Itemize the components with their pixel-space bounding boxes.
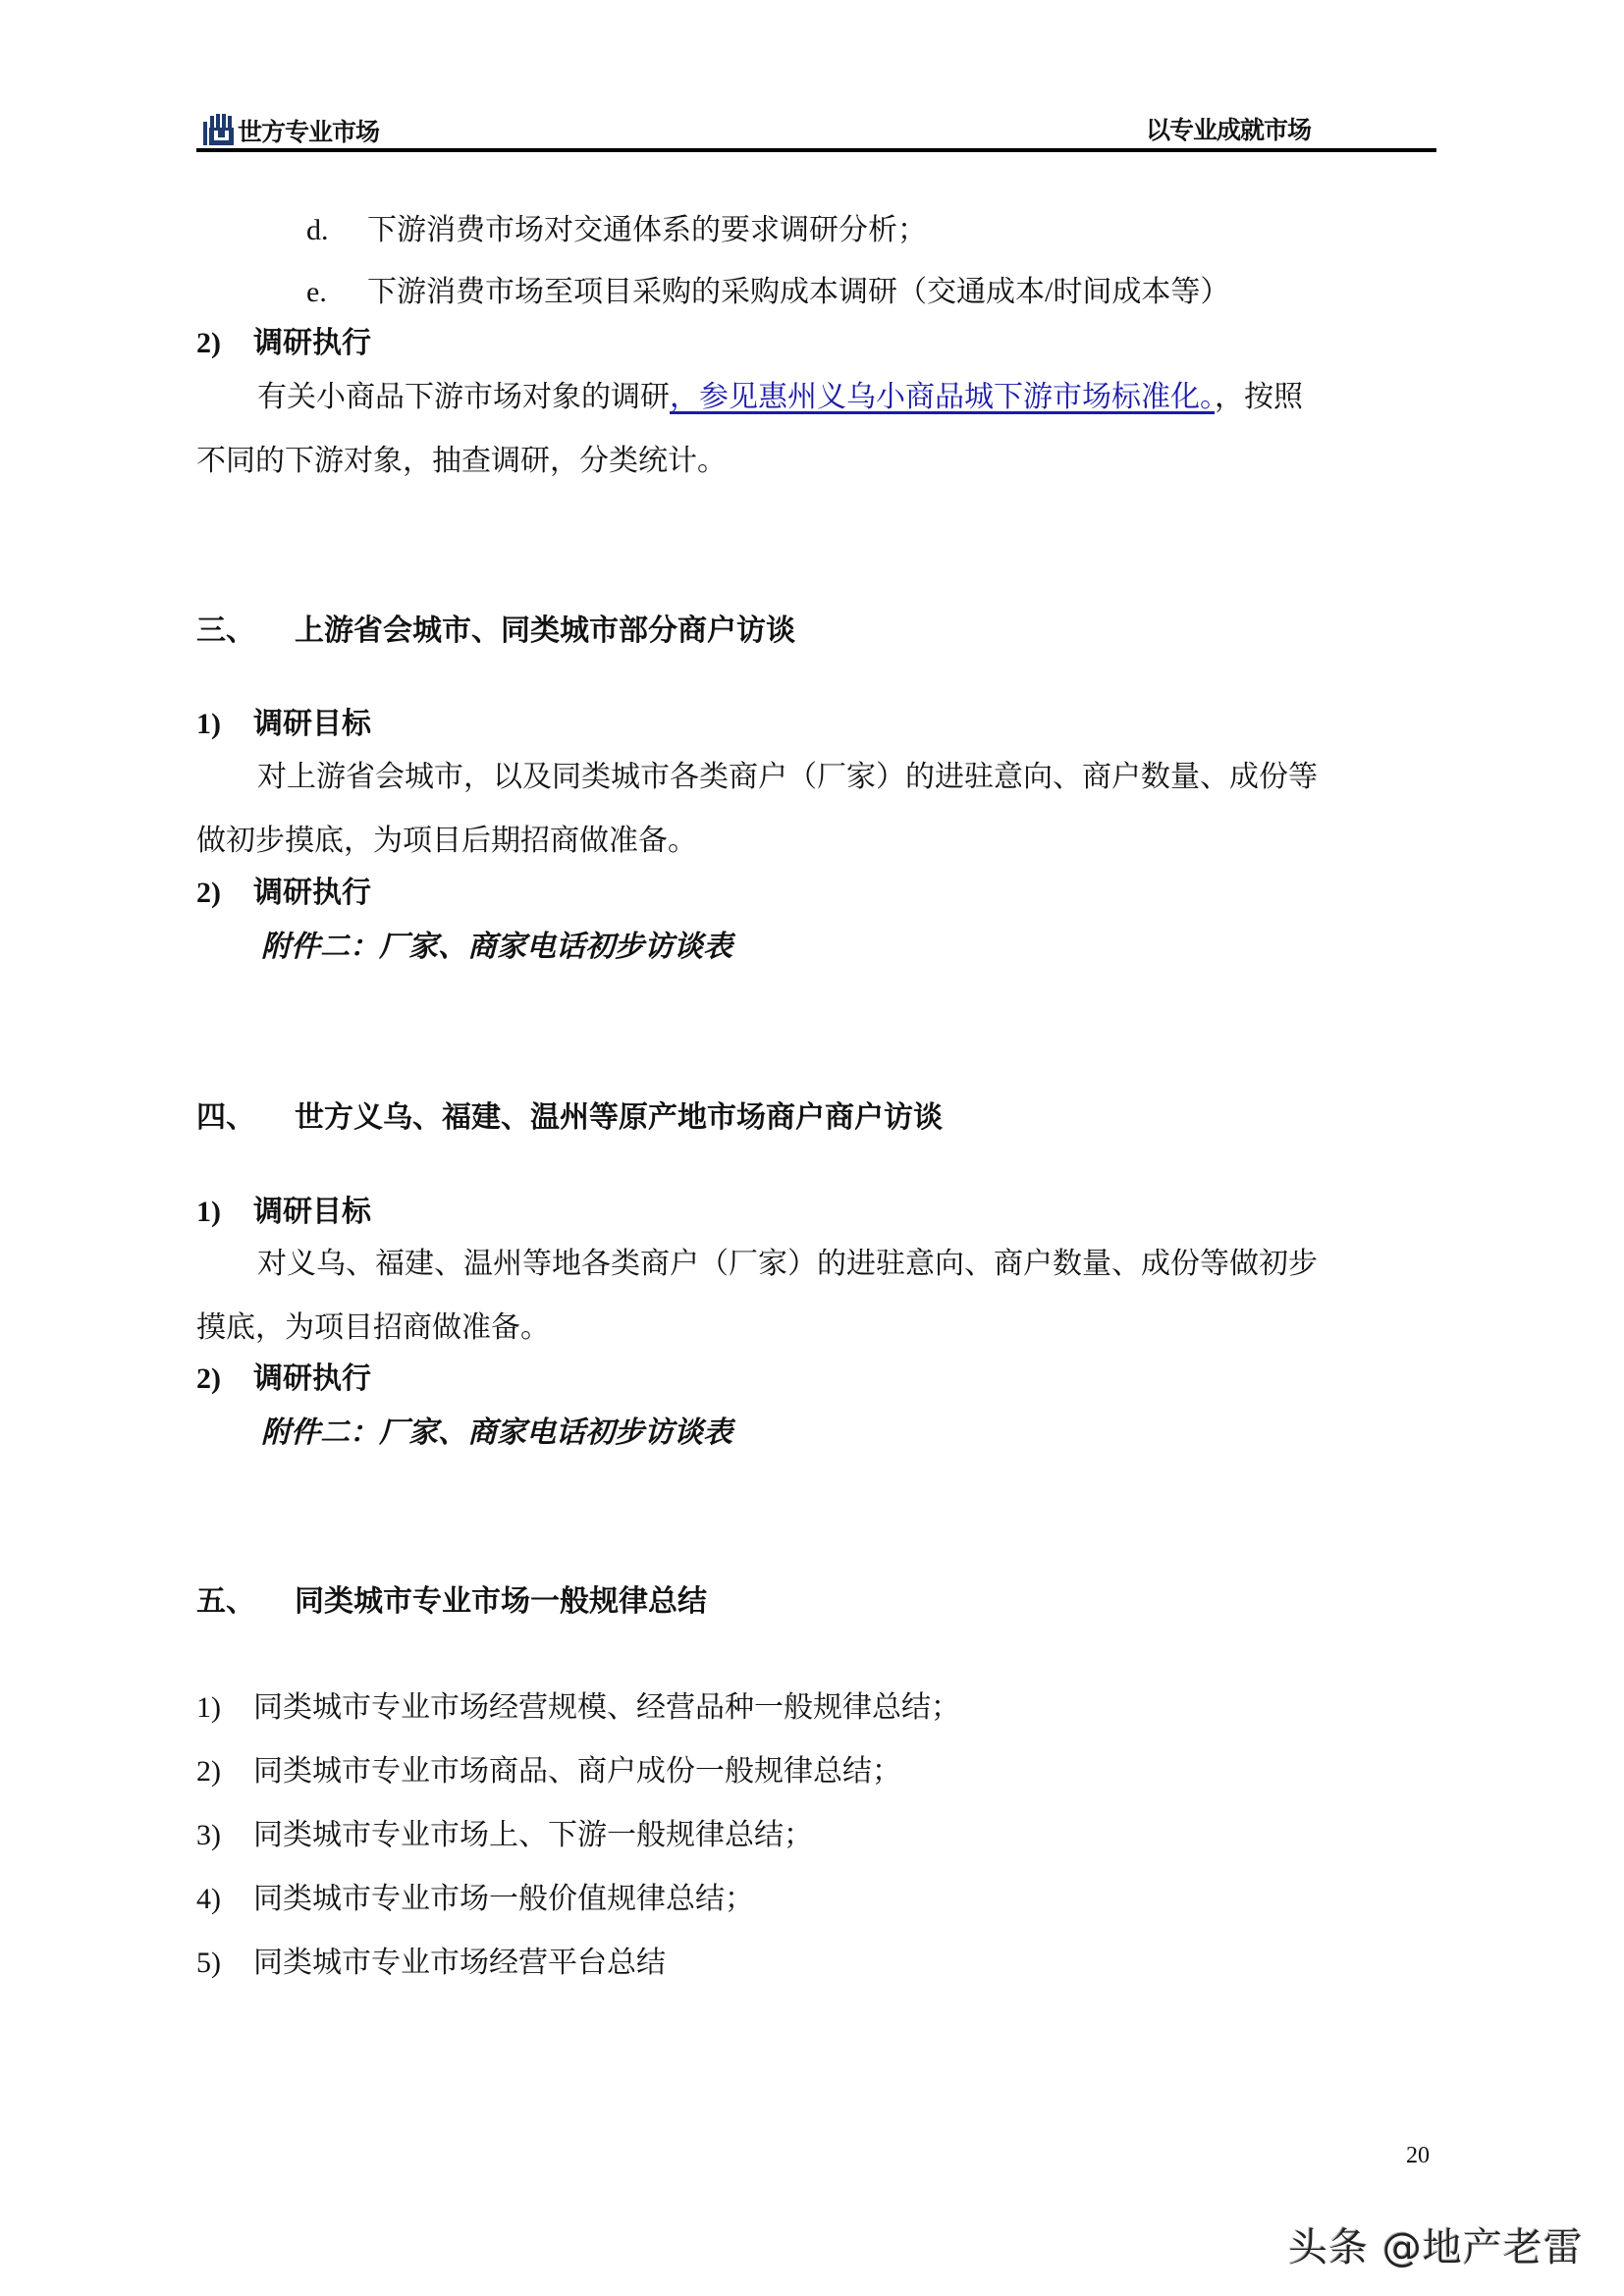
summary-item [196,1754,901,1789]
reference-link[interactable]: ，参见惠州义乌小商品城下游市场标准化。 [670,381,1215,413]
paragraph-line: 做初步摸底，为项目后期招商做准备。 [196,825,697,857]
section-title: 世方义乌、福建、温州等原产地市场商户商户访谈 [295,1101,943,1134]
step-heading [196,876,371,911]
section-heading-4 [196,1100,943,1136]
page-number: 20 [1406,2143,1430,2168]
step-heading [196,1195,371,1230]
step-title: 调研执行 [253,877,371,909]
summary-item [196,1818,813,1853]
step-title: 调研执行 [253,327,371,359]
item-text: 同类城市专业市场经营规模、经营品种一般规律总结； [253,1691,960,1724]
summary-item [196,1882,754,1917]
step-title: 调研执行 [253,1362,371,1395]
item-number: 5) [196,1947,221,1979]
header-slogan: 以专业成就市场 [1146,116,1312,144]
section-heading-5 [196,1584,707,1620]
summary-item [196,1946,666,1981]
paragraph-text: ，按照 [1215,381,1303,413]
item-text: 同类城市专业市场上、下游一般规律总结； [253,1819,813,1851]
section-number: 五、 [196,1585,255,1618]
paragraph-line: 摸底，为项目招商做准备。 [196,1311,550,1344]
step-title: 调研目标 [253,1196,371,1228]
list-item-label: d. [306,214,329,246]
section-number: 三、 [196,614,255,647]
item-text: 同类城市专业市场经营平台总结 [253,1947,666,1979]
attachment-reference: 附件二：厂家、商家电话初步访谈表 [261,931,732,963]
company-logo-icon [202,112,236,147]
brand-name: 世方专业市场 [238,118,380,146]
list-item-label: e. [306,276,327,308]
page-header-brand [202,110,379,147]
step-heading [196,707,371,742]
section-heading-3 [196,614,795,649]
section-number: 四、 [196,1101,255,1134]
step-number: 1) [196,1196,221,1228]
item-number: 3) [196,1819,221,1851]
header-divider [196,148,1436,152]
list-item-text: 下游消费市场至项目采购的采购成本调研（交通成本/时间成本等） [367,276,1230,308]
paragraph-line: 对义乌、福建、温州等地各类商户（厂家）的进驻意向、商户数量、成份等做初步 [257,1248,1318,1280]
watermark: 头条 @地产老雷 [1288,2225,1584,2270]
step-number: 2) [196,877,221,909]
list-item-d [306,213,927,248]
step-number: 2) [196,327,221,359]
summary-item [196,1690,960,1726]
step-number: 2) [196,1362,221,1395]
attachment-reference: 附件二：厂家、商家电话初步访谈表 [261,1416,732,1449]
step-number: 1) [196,708,221,740]
step-heading [196,1362,371,1397]
item-text: 同类城市专业市场一般价值规律总结； [253,1883,754,1915]
list-item-text: 下游消费市场对交通体系的要求调研分析； [367,214,927,246]
paragraph-line: 对上游省会城市，以及同类城市各类商户（厂家）的进驻意向、商户数量、成份等 [257,761,1318,793]
item-number: 1) [196,1691,221,1724]
section-title: 同类城市专业市场一般规律总结 [295,1585,707,1618]
paragraph-line [257,380,1303,415]
item-number: 2) [196,1755,221,1788]
paragraph-line: 不同的下游对象，抽查调研，分类统计。 [196,445,727,477]
section-title: 上游省会城市、同类城市部分商户访谈 [295,614,795,647]
item-text: 同类城市专业市场商品、商户成份一般规律总结； [253,1755,901,1788]
list-item-e [306,275,1229,310]
item-number: 4) [196,1883,221,1915]
step-title: 调研目标 [253,708,371,740]
step-heading [196,326,371,361]
paragraph-text: 有关小商品下游市场对象的调研 [257,381,670,413]
